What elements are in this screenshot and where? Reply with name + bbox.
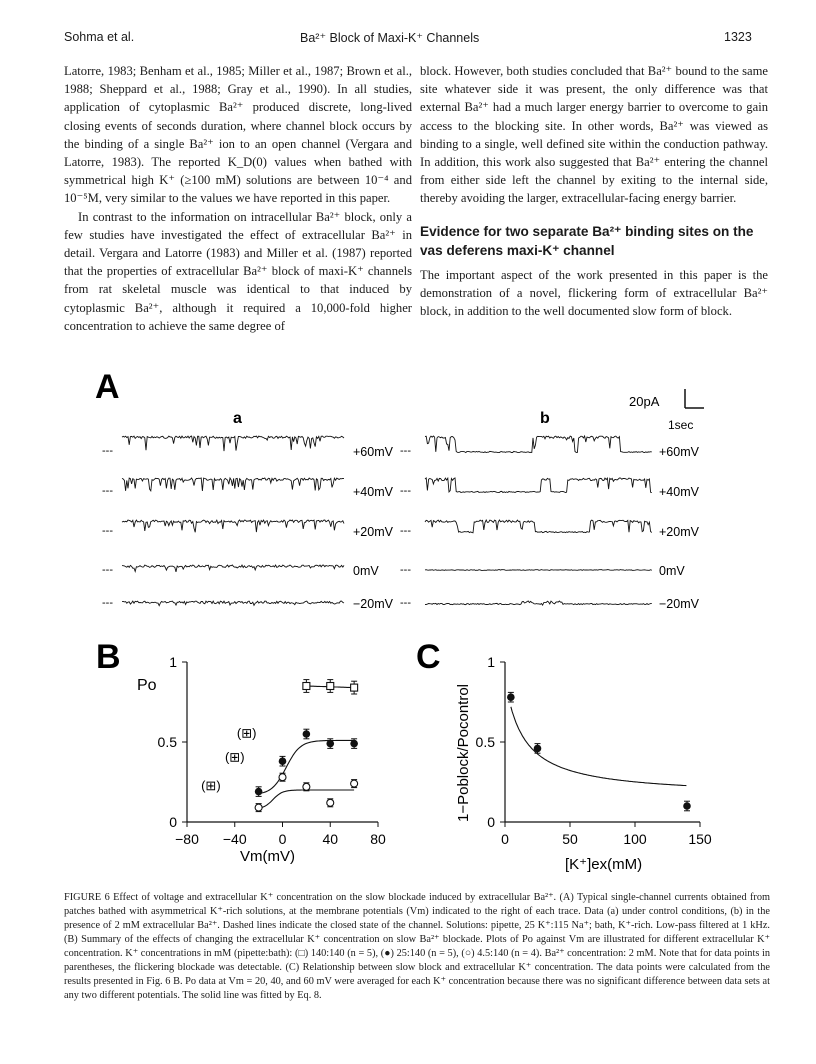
closed-state-marker: --- — [400, 564, 411, 576]
panel-a-label: A — [95, 368, 120, 406]
ba-trace — [425, 478, 652, 493]
x-tick-label: 0 — [501, 831, 509, 847]
closed-state-marker: --- — [102, 445, 113, 457]
open-circle-point — [303, 783, 310, 790]
filled-circle-point — [683, 802, 691, 810]
fit-curve — [259, 790, 355, 808]
section-heading: Evidence for two separate Ba²⁺ binding sites on the vas deferens maxi-K⁺ channel — [420, 223, 754, 258]
running-author: Sohma et al. — [64, 30, 135, 44]
voltage-label: −20mV — [353, 597, 393, 611]
closed-state-marker: --- — [102, 525, 113, 537]
filled-circle-point — [507, 693, 515, 701]
y-tick-label: 1 — [487, 654, 495, 670]
panel-c-label: C — [416, 638, 441, 676]
ba-trace — [425, 601, 652, 605]
panel-c-plot — [476, 654, 712, 847]
panel-b-ylabel: Po — [137, 677, 157, 694]
scale-time-label: 1sec — [668, 418, 694, 432]
square-point — [327, 683, 334, 690]
voltage-label: +40mV — [353, 485, 393, 499]
figure-caption: FIGURE 6 Effect of voltage and extracellular K⁺ concentration on the slow blockade induced by extracellular Ba²⁺. (A) Typical single-channel currents obtained from patches bathed with asymmetrical K⁺-rich solutions, at the membrane potentials (Vm) indicated to the right of each trace. Data (a) under control conditions, (b) in the presence of 2 mM extracellular Ba²⁺. Dashed lines indicate the closed state of the channel. Solutions: pipette, 25 K⁺:115 Na⁺; bath, K⁺-rich. Low-pass filtered at 1 kHz. (B) Summary of the effects of changing the extracellular K⁺ concentration on slow Ba²⁺ blockade. Plots of Po against Vm are illustrated for different extracellular K⁺ concentration. K⁺ concentrations in mM (pipette:bath): (□) 140:140 (n = 5), (●) 25:140 (n = 5), (○) 4.5:140 (n = 4). Ba²⁺ concentration: 2 mM. Note that for data points in parentheses, the flickering blockade was detectable. (C) Relationship between slow block and extracellular K⁺ concentration. The data points were calculated from the results presented in Fig. 6 B. Po data at Vm = 20, 40, and 60 mV were averaged for each K⁺ concentration because there was no significant difference between data sets at any two different potentials. The solid line was fitted by Eq. 8. — [64, 892, 770, 1001]
x-tick-label: −80 — [175, 831, 199, 847]
panel-b-xlabel: Vm(mV) — [240, 848, 295, 865]
closed-state-marker: --- — [102, 597, 113, 609]
square-point — [303, 683, 310, 690]
panel-c-ylabel: 1−Poblock/Pocontrol — [455, 683, 472, 822]
voltage-label: 0mV — [353, 564, 379, 578]
x-tick-label: 150 — [688, 831, 712, 847]
control-trace — [122, 565, 344, 572]
paragraph: The important aspect of the work presented in this paper is the demonstration of a novel, flickering form of extracellular Ba²⁺ block, in addition to the well documented slow form of block. — [420, 267, 768, 319]
scale-bar — [629, 389, 704, 432]
square-point — [351, 684, 358, 691]
subpanel-b-label: b — [540, 410, 550, 427]
voltage-label: −20mV — [659, 597, 699, 611]
filled-circle-point — [326, 740, 334, 748]
bracketed-point: (⊞) — [224, 749, 245, 765]
subpanel-a-label: a — [233, 410, 242, 427]
filled-circle-point — [303, 730, 311, 738]
control-trace — [122, 436, 344, 451]
closed-state-marker: --- — [400, 525, 411, 537]
paragraph: block. However, both studies concluded that Ba²⁺ bound to the same site whatever side it was present, the only difference was that external Ba²⁺ had a much larger energy barrier to overcome to gain access to the blocking site. In other words, Ba²⁺ was viewed as binding to a single, well defined site within the conduction pathway. In addition, this work also suggested that Ba²⁺ entering the channel from either side left the channel by exiting to the internal side, thereby avoiding the larger, extracellular-facing energy barrier. — [420, 64, 768, 206]
panel-b-label: B — [96, 638, 121, 676]
voltage-label: +20mV — [659, 525, 699, 539]
x-tick-label: 40 — [322, 831, 339, 847]
x-tick-label: −40 — [222, 831, 247, 847]
open-circle-point — [279, 774, 286, 781]
y-tick-label: 1 — [169, 654, 177, 670]
y-tick-label: 0.5 — [475, 734, 495, 750]
panel-c-xlabel: [K⁺]ex(mM) — [565, 856, 643, 873]
bracketed-point: (⊞) — [236, 725, 257, 741]
ba-trace — [425, 436, 652, 453]
closed-state-marker: --- — [400, 597, 411, 609]
control-trace — [122, 601, 344, 606]
y-tick-label: 0 — [169, 814, 177, 830]
scale-current-label: 20pA — [629, 394, 660, 409]
x-tick-label: 0 — [278, 831, 287, 847]
ba-trace — [425, 570, 652, 571]
filled-circle-point — [350, 740, 358, 748]
panel-b-plot — [158, 654, 386, 847]
voltage-label: 0mV — [659, 564, 685, 578]
closed-state-marker: --- — [102, 485, 113, 497]
control-trace — [122, 478, 344, 491]
voltage-label: +40mV — [659, 485, 699, 499]
open-circle-point — [327, 799, 334, 806]
x-tick-label: 80 — [370, 831, 386, 847]
page-number: 1323 — [724, 30, 752, 44]
voltage-label: +20mV — [353, 525, 393, 539]
filled-circle-point — [279, 757, 287, 765]
closed-state-marker: --- — [400, 445, 411, 457]
closed-state-marker: --- — [400, 485, 411, 497]
filled-circle-point — [255, 788, 263, 796]
voltage-label: +60mV — [353, 445, 393, 459]
open-circle-point — [351, 780, 358, 787]
running-title: Ba²⁺ Block of Maxi-K⁺ Channels — [300, 31, 480, 45]
paragraph: In contrast to the information on intracellular Ba²⁺ block, only a few studies have investigated the effect of extracellular Ba²⁺ in detail. Vergara and Latorre (1983) and Miller et al. (1987) reported that the properties of extracellular Ba²⁺ block of maxi-K⁺ channels from rat skeletal muscle was identical to that induced by cytoplasmic Ba²⁺, although it required a 10,000-fold higher concentration to achieve the same degree of — [64, 209, 412, 333]
open-circle-point — [255, 804, 262, 811]
x-tick-label: 50 — [562, 831, 578, 847]
x-tick-label: 100 — [623, 831, 647, 847]
voltage-label: +60mV — [659, 445, 699, 459]
y-tick-label: 0.5 — [157, 734, 177, 750]
filled-circle-point — [534, 745, 542, 753]
closed-state-marker: --- — [102, 564, 113, 576]
current-traces — [102, 436, 700, 611]
ba-trace — [425, 520, 652, 533]
paragraph: Latorre, 1983; Benham et al., 1985; Miller et al., 1987; Brown et al., 1988; Sheppard et al., 1988; Gray et al., 1990). In all studies, application of cytoplasmic Ba²⁺ produced discrete, long-lived closing events of seconds duration, where channel block occurs by the binding of a single Ba²⁺ ion to an open channel (Vergara and Latorre, 1983). The reported K_D(0) values when bathed with symmetrical high K⁺ (≥100 mM) solutions are between 10⁻⁴ and 10⁻⁵M, very similar to the values we have reported in this paper. — [64, 64, 412, 206]
y-tick-label: 0 — [487, 814, 495, 830]
control-trace — [122, 520, 344, 532]
bracketed-point: (⊞) — [201, 778, 221, 794]
